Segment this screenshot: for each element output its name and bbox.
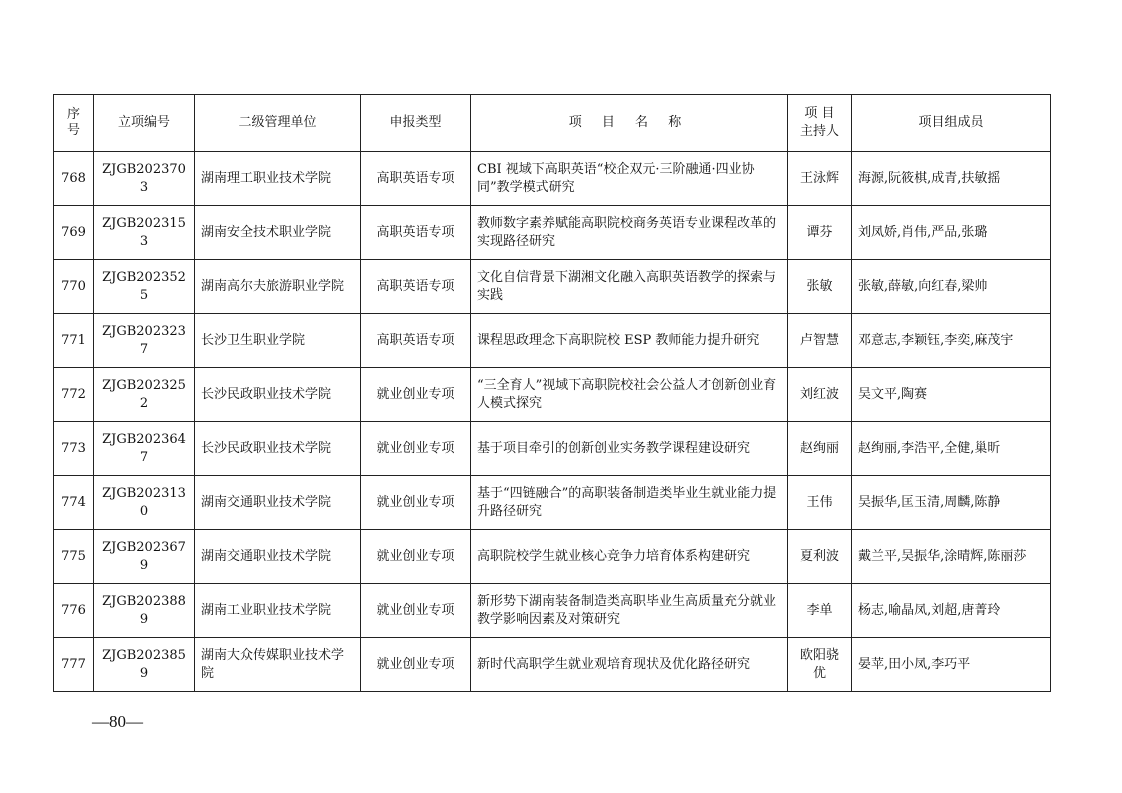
cell-index: 772 [54, 368, 94, 422]
cell-members: 晏苹,田小凤,李巧平 [852, 638, 1051, 692]
header-host: 项 目 主持人 [788, 95, 852, 152]
cell-members: 赵绚丽,李浩平,全健,巢昕 [852, 422, 1051, 476]
cell-index: 770 [54, 260, 94, 314]
cell-index: 776 [54, 584, 94, 638]
cell-project-name: 教师数字素养赋能高职院校商务英语专业课程改革的实现路径研究 [471, 206, 788, 260]
cell-type: 就业创业专项 [361, 476, 471, 530]
cell-members: 吴振华,匡玉清,周麟,陈静 [852, 476, 1051, 530]
cell-project-id: ZJGB2023525 [94, 260, 195, 314]
cell-index: 768 [54, 152, 94, 206]
cell-index: 777 [54, 638, 94, 692]
table-row [54, 152, 1051, 206]
cell-index: 774 [54, 476, 94, 530]
cell-type: 高职英语专项 [361, 206, 471, 260]
cell-project-name: 新形势下湖南装备制造类高职毕业生高质量充分就业教学影响因素及对策研究 [471, 584, 788, 638]
table-row [54, 260, 1051, 314]
cell-host: 张敏 [788, 260, 852, 314]
header-row [54, 95, 1051, 152]
cell-project-name: 课程思政理念下高职院校 ESP 教师能力提升研究 [471, 314, 788, 368]
header-members: 项目组成员 [852, 95, 1051, 152]
cell-index: 771 [54, 314, 94, 368]
cell-project-name: 基于项目牵引的创新创业实务教学课程建设研究 [471, 422, 788, 476]
cell-type: 就业创业专项 [361, 584, 471, 638]
cell-project-name: 基于“四链融合”的高职装备制造类毕业生就业能力提升路径研究 [471, 476, 788, 530]
cell-project-id: ZJGB2023252 [94, 368, 195, 422]
table-row [54, 314, 1051, 368]
project-table [53, 94, 1051, 692]
cell-type: 就业创业专项 [361, 638, 471, 692]
header-unit: 二级管理单位 [195, 95, 361, 152]
cell-unit: 湖南交通职业技术学院 [195, 530, 361, 584]
cell-host: 刘红波 [788, 368, 852, 422]
cell-project-name: 高职院校学生就业核心竞争力培育体系构建研究 [471, 530, 788, 584]
cell-unit: 湖南交通职业技术学院 [195, 476, 361, 530]
cell-unit: 湖南安全技术职业学院 [195, 206, 361, 260]
cell-type: 就业创业专项 [361, 368, 471, 422]
header-project-id: 立项编号 [94, 95, 195, 152]
header-project-name: 项 目 名 称 [471, 95, 788, 152]
header-index: 序号 [54, 95, 94, 152]
cell-project-id: ZJGB2023647 [94, 422, 195, 476]
page-number: —80— [92, 712, 143, 731]
table-row [54, 638, 1051, 692]
cell-unit: 长沙民政职业技术学院 [195, 368, 361, 422]
cell-project-id: ZJGB2023153 [94, 206, 195, 260]
cell-host: 谭芬 [788, 206, 852, 260]
cell-project-name: “三全育人”视域下高职院校社会公益人才创新创业育人模式探究 [471, 368, 788, 422]
cell-members: 刘凤娇,肖伟,严品,张璐 [852, 206, 1051, 260]
cell-members: 海源,阮筱棋,成青,扶敏摇 [852, 152, 1051, 206]
cell-project-name: CBI 视域下高职英语“校企双元·三阶融通·四业协同”教学模式研究 [471, 152, 788, 206]
cell-unit: 长沙卫生职业学院 [195, 314, 361, 368]
cell-project-id: ZJGB2023859 [94, 638, 195, 692]
cell-host: 赵绚丽 [788, 422, 852, 476]
cell-members: 吴文平,陶赛 [852, 368, 1051, 422]
table-row [54, 584, 1051, 638]
cell-host: 李单 [788, 584, 852, 638]
cell-type: 就业创业专项 [361, 422, 471, 476]
cell-type: 高职英语专项 [361, 314, 471, 368]
table-row [54, 530, 1051, 584]
cell-members: 戴兰平,吴振华,涂晴辉,陈丽莎 [852, 530, 1051, 584]
cell-project-id: ZJGB2023130 [94, 476, 195, 530]
cell-type: 高职英语专项 [361, 152, 471, 206]
cell-index: 769 [54, 206, 94, 260]
table-row [54, 206, 1051, 260]
cell-host: 卢智慧 [788, 314, 852, 368]
cell-project-name: 新时代高职学生就业观培育现状及优化路径研究 [471, 638, 788, 692]
cell-unit: 湖南工业职业技术学院 [195, 584, 361, 638]
cell-project-id: ZJGB2023889 [94, 584, 195, 638]
cell-members: 杨志,喻晶凤,刘超,唐菁玲 [852, 584, 1051, 638]
cell-unit: 湖南高尔夫旅游职业学院 [195, 260, 361, 314]
cell-index: 775 [54, 530, 94, 584]
cell-host: 夏利波 [788, 530, 852, 584]
cell-members: 张敏,薛敏,向红春,梁帅 [852, 260, 1051, 314]
header-type: 申报类型 [361, 95, 471, 152]
cell-project-id: ZJGB2023703 [94, 152, 195, 206]
cell-unit: 湖南理工职业技术学院 [195, 152, 361, 206]
cell-type: 高职英语专项 [361, 260, 471, 314]
cell-type: 就业创业专项 [361, 530, 471, 584]
cell-host: 王伟 [788, 476, 852, 530]
table-row [54, 476, 1051, 530]
cell-index: 773 [54, 422, 94, 476]
cell-host: 王泳辉 [788, 152, 852, 206]
cell-project-id: ZJGB2023679 [94, 530, 195, 584]
cell-unit: 湖南大众传媒职业技术学院 [195, 638, 361, 692]
cell-host: 欧阳骁优 [788, 638, 852, 692]
table-row [54, 422, 1051, 476]
cell-unit: 长沙民政职业技术学院 [195, 422, 361, 476]
table-header [54, 95, 1051, 152]
cell-members: 邓意志,李颖钰,李奕,麻茂宇 [852, 314, 1051, 368]
table-body [54, 152, 1051, 692]
cell-project-id: ZJGB2023237 [94, 314, 195, 368]
table-row [54, 368, 1051, 422]
cell-project-name: 文化自信背景下湖湘文化融入高职英语教学的探索与实践 [471, 260, 788, 314]
